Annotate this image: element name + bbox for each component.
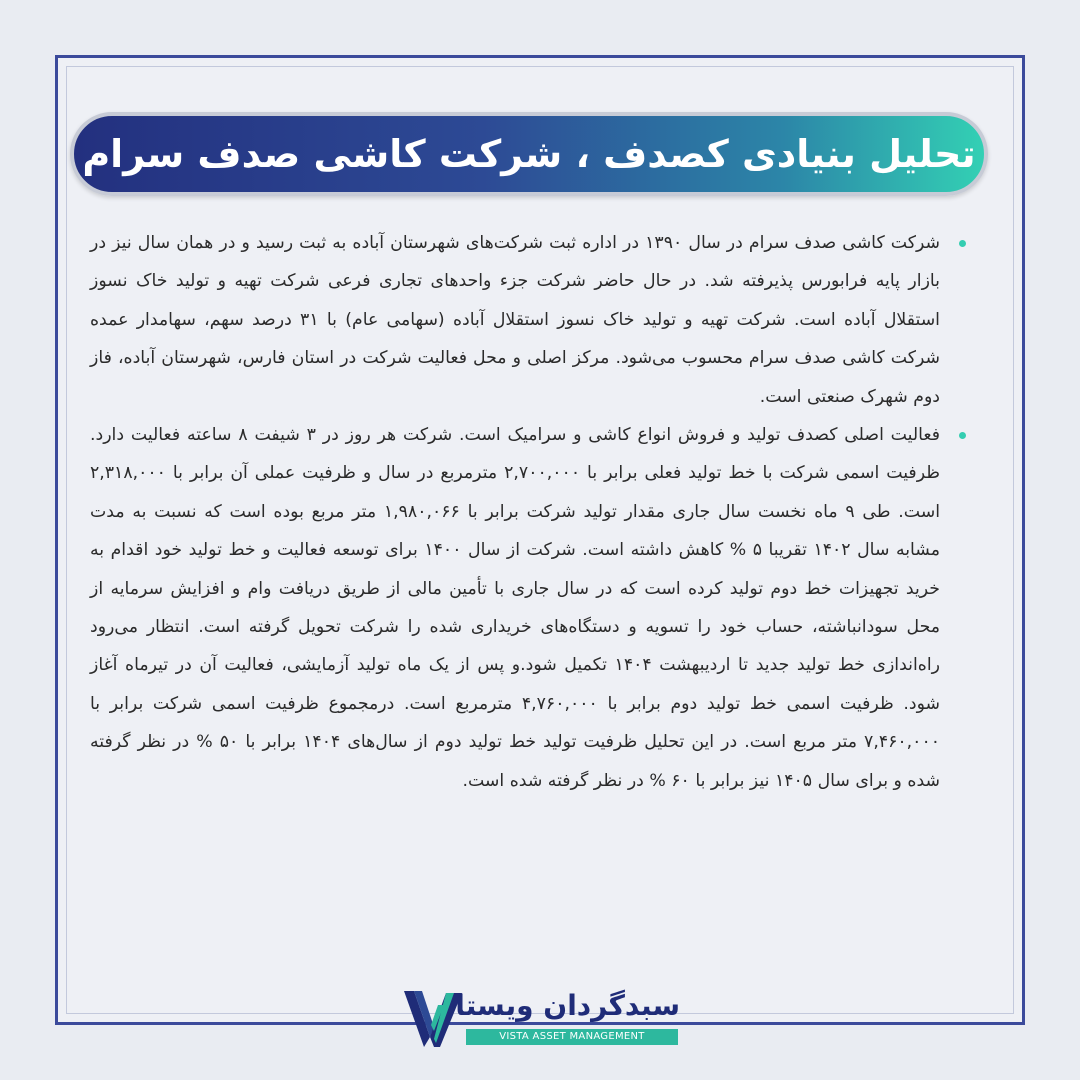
paragraph-text: شرکت کاشی صدف سرام در سال ۱۳۹۰ در اداره ثبت شرکت‌های شهرستان آباده به ثبت رسید و در همان سال نیز در بازار پایه فرابورس پذیرفته شد. در حال حاضر شرکت جزء واحدهای تجاری فرعی شرکت تهیه و تولید خاک نسوز استقلال آباده است. شرکت تهیه و تولید خاک نسوز استقلال آباده (سهامی عام) با ۳۱ درصد سهم، سهامدار عمده شرکت کاشی صدف سرام محسوب می‌شود. مرکز اصلی و محل فعالیت شرکت در استان فارس، شهرستان آباده، فاز دوم شهرک صنعتی است. xyxy=(90,233,940,407)
paragraph-activity xyxy=(90,416,970,800)
bullet-icon xyxy=(959,240,966,247)
page-title: تحلیل بنیادی کصدف ، شرکت کاشی صدف سرام xyxy=(82,132,976,176)
company-logo xyxy=(400,985,685,1060)
logo-name-en: VISTA ASSET MANAGEMENT xyxy=(466,1029,678,1045)
article-body xyxy=(90,224,970,800)
paragraph-history xyxy=(90,224,970,416)
paragraph-text: فعالیت اصلی کصدف تولید و فروش انواع کاشی و سرامیک است. شرکت هر روز در ۳ شیفت ۸ ساعته فعالیت دارد. ظرفیت اسمی شرکت با خط تولید فعلی برابر با ۲,۷۰۰,۰۰۰ مترمربع در سال و ظرفیت عملی آن برابر با ۲,۳۱۸,۰۰۰ است. طی ۹ ماه نخست سال جاری مقدار تولید شرکت برابر با ۱,۹۸۰,۰۶۶ متر مربع بوده است که نسبت به مدت مشابه سال ۱۴۰۲ تقریبا ۵ % کاهش داشته است. شرکت از سال ۱۴۰۰ برای توسعه فعالیت و خط تولید خود اقدام به خرید تجهیزات خط دوم تولید کرده است که در سال جاری با تأمین مالی از طریق دریافت وام و افزایش سرمایه از محل سودانباشته، حساب خود را تسویه و دستگاه‌های خریداری شده را شرکت تحویل گرفته است. انتظار می‌رود راه‌اندازی خط تولید جدید تا اردیبهشت ۱۴۰۴ تکمیل شود.و پس از یک ماه تولید آزمایشی، فعالیت آن در تیرماه آغاز شود. ظرفیت اسمی خط تولید دوم برابر با ۴,۷۶۰,۰۰۰ مترمربع است. درمجموع ظرفیت اسمی شرکت برابر با ۷,۴۶۰,۰۰۰ متر مربع است. در این تحلیل ظرفیت تولید خط تولید دوم از سال‌های ۱۴۰۴ برابر با ۵۰ % در نظر گرفته شده و برای سال ۱۴۰۵ نیز برابر با ۶۰ % در نظر گرفته شده است. xyxy=(90,425,941,791)
logo-name-fa: سبدگردان ویستا xyxy=(455,989,680,1022)
bullet-icon xyxy=(959,432,966,439)
title-banner xyxy=(70,112,988,196)
